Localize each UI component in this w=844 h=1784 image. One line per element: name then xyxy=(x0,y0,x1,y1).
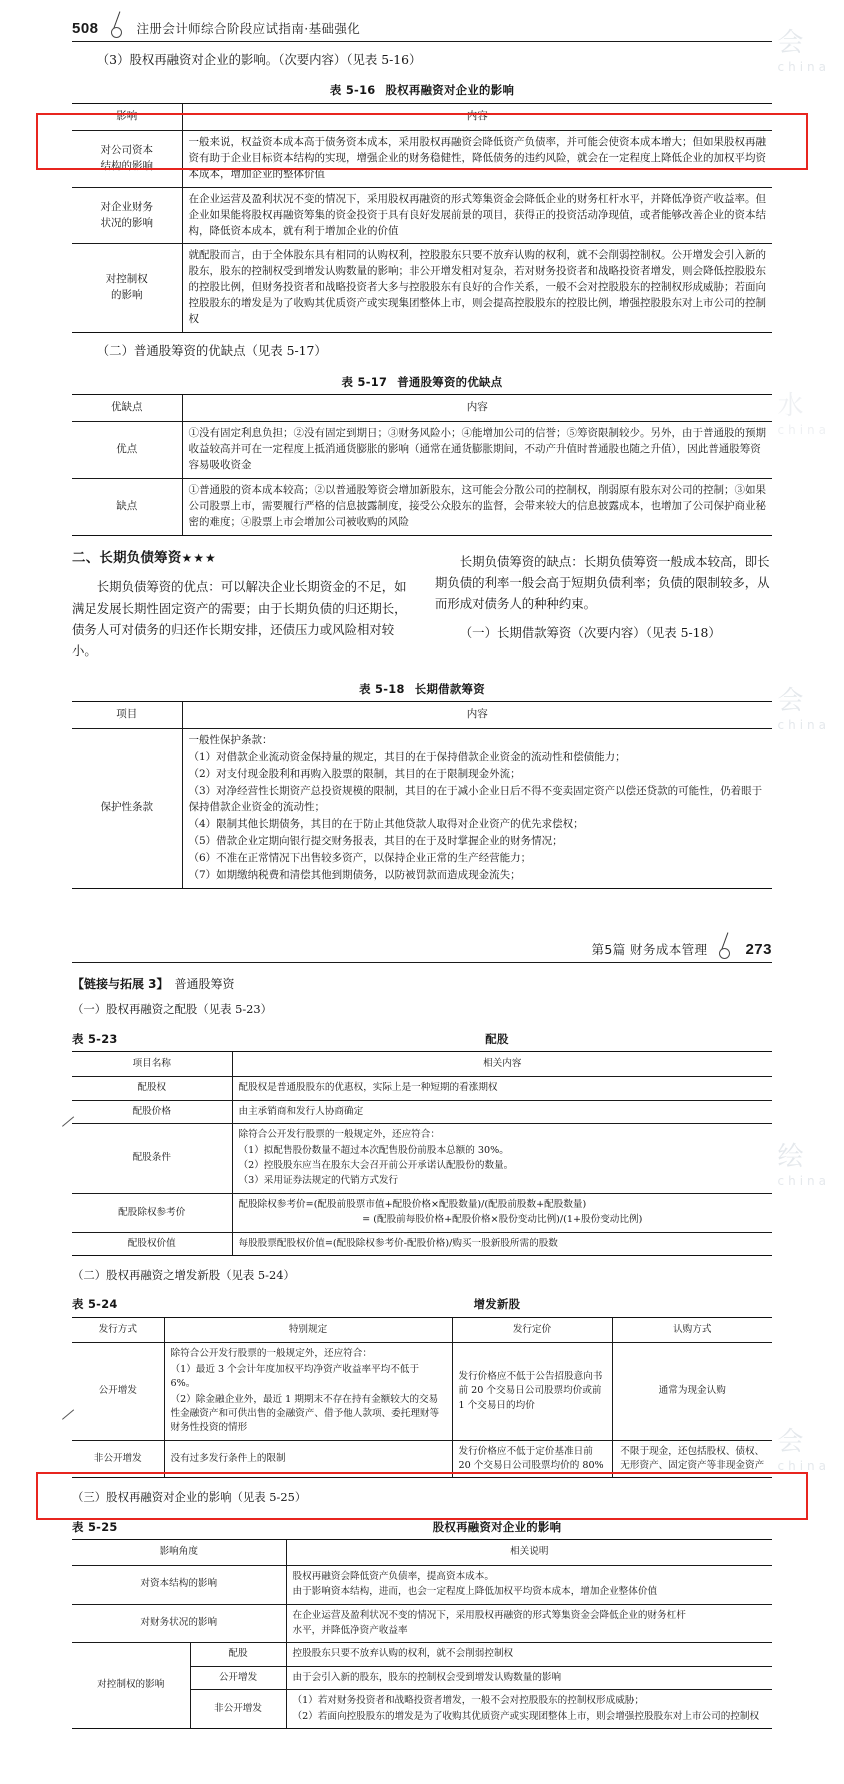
clause-line: 由主承销商和发行人协商确定 xyxy=(238,1105,364,1117)
watermark-glyph: 会 xyxy=(777,1426,806,1457)
table-5-24-title: 增发新股 xyxy=(473,1297,521,1312)
clause-line: （3）对净经营性长期资产总投资规模的限制，其目的在于减小企业日后不得不变卖固定资产以偿还贷款的可能性，仍着眼于保持借款企业资金的流动性； xyxy=(188,785,763,813)
table-5-17-row1-label: 缺点 xyxy=(72,478,182,535)
column-right xyxy=(435,544,772,669)
watermark-glyph: 会 xyxy=(777,686,806,716)
table-5-18-row0-label: 保护性条款 xyxy=(72,729,182,889)
subsection-1-heading: （一）股权再融资之配股（见表 5-23） xyxy=(72,1002,273,1017)
table-5-24-row1-subscription: 不限于现金，还包括股权、债权、无形资产、固定资产等非现金资产 xyxy=(612,1440,772,1478)
table-5-18-caption xyxy=(72,680,772,698)
table-5-17-number: 表 5-17 xyxy=(341,374,388,389)
table-5-18-header-content: 内容 xyxy=(182,702,772,729)
table-5-24-number: 表 5-24 xyxy=(72,1297,118,1312)
table-5-25-caption xyxy=(72,1518,772,1536)
table-row xyxy=(72,478,772,535)
table-5-23-header-row xyxy=(72,1052,772,1077)
watermark xyxy=(778,1421,831,1473)
table-5-23-row3-label: 配股除权参考价 xyxy=(72,1193,232,1232)
formula-line: = (配股前每股价格+配股价格×股份变动比例)/(1+股份变动比例) xyxy=(362,1214,643,1226)
watermark-text: china xyxy=(777,1173,830,1188)
table-row xyxy=(72,1193,772,1232)
table-5-23-row1-content xyxy=(232,1100,772,1123)
table-5-17 xyxy=(72,394,772,536)
table-row xyxy=(72,1077,772,1100)
clause-line: （7）如期缴纳税费和清偿其他到期债务，以防被罚款而造成现金流失； xyxy=(188,868,521,881)
long-term-debt-disadvantages: 长期负债筹资的缺点：长期负债筹资一般成本较高，即长期负债的利率一般会高于短期负债利率；负债的限制较多，从而形成对债务人的种种约束。 xyxy=(435,553,770,612)
table-5-23-row4-content xyxy=(232,1232,772,1255)
table-5-25-row2-sublabel-0: 配股 xyxy=(190,1643,286,1666)
running-head-title: 第5篇 财务成本管理 xyxy=(591,941,708,957)
table-5-23-header-item-name: 项目名称 xyxy=(72,1052,232,1077)
clause-line: （2）除金融企业外，最近 1 期期末不存在持有金额较大的交易性金融资产和可供出售的金融资产、借予他人款项、委托理财等财务性投资的情形 xyxy=(170,1393,440,1434)
running-head-title: 注册会计师综合阶段应试指南·基础强化 xyxy=(136,21,361,36)
clause-line: 配股权是普通股股东的优惠权，实际上是一种短期的看涨期权 xyxy=(238,1082,498,1094)
table-row xyxy=(72,1643,772,1666)
table-5-25-row2-label: 对控制权的影响 xyxy=(72,1643,190,1729)
table-5-17-row0-content: ①没有固定利息负担；②没有固定到期日；③财务风险小；④能增加公司的信誉；⑤筹资限制较少。另外，由于普通股的预期收益较高并可在一定程度上抵消通货膨胀的影响（通常在通货膨胀期间，不动产升值时普通股也随之升值），因此普通股筹资容易吸收资金 xyxy=(182,421,772,478)
table-5-25-row1-content xyxy=(286,1604,772,1643)
table-5-16-header-row xyxy=(72,103,772,130)
table-5-24-row1-pricing: 发行价格应不低于定价基准日前 20 个交易日公司股票均价的 80% xyxy=(452,1440,612,1478)
table-5-18-row0-content xyxy=(182,729,772,889)
table-5-16-title: 股权再融资对企业的影响 xyxy=(385,83,515,98)
link-title-text: 普通股筹资 xyxy=(174,976,235,991)
table-row xyxy=(72,1604,772,1643)
crop-mark-icon xyxy=(62,1126,78,1142)
clause-line: 在企业运营及盈利状况不变的情况下，采用股权再融资的形式筹集资金会降低企业的财务杠杆 xyxy=(292,1609,686,1621)
subsection-3-heading: （三）股权再融资对企业的影响（见表 5-25） xyxy=(72,1490,307,1505)
formula-line: 配股除权参考价=(配股前股票市值+配股价格×配股数量)/(配股前股数+配股数量) xyxy=(238,1198,587,1210)
table-5-25-header-row xyxy=(72,1540,772,1565)
watermark-glyph: 绘 xyxy=(777,1141,806,1172)
table-5-23-row1-label: 配股价格 xyxy=(72,1100,232,1123)
long-term-debt-advantages: 长期负债筹资的优点：可以解决企业长期资金的不足，如满足发展长期性固定资产的需要；由于长期负债的归还期长，债务人可对债务的归还作长期安排，还债压力或风险相对较小。 xyxy=(72,579,407,659)
table-5-25-row2-subcontent-0: 控股股东只要不放弃认购的权利，就不会削弱控制权 xyxy=(286,1643,772,1666)
decorative-slash-icon xyxy=(109,13,127,33)
table-5-24-header-pricing: 发行定价 xyxy=(452,1317,612,1342)
clause-line: （3）采用证券法规定的代销方式发行 xyxy=(238,1175,399,1187)
clause-line: （1）最近 3 个会计年度加权平均净资产收益率平均不低于 6%。 xyxy=(170,1363,420,1390)
crop-mark-icon xyxy=(62,1419,78,1435)
watermark xyxy=(778,680,831,732)
table-5-25-title: 股权再融资对企业的影响 xyxy=(432,1519,562,1534)
link-bracket-label: 【链接与拓展 3】 xyxy=(72,976,169,991)
table-5-17-header-row xyxy=(72,395,772,422)
table-5-25-row2-subcontent-1: 由于会引入新的股东，股东的控制权会受到增发认购数量的影响 xyxy=(286,1666,772,1689)
table-5-23-row3-content xyxy=(232,1193,772,1232)
decorative-slash-icon xyxy=(717,934,735,954)
table-5-25-number: 表 5-25 xyxy=(72,1519,118,1534)
table-5-25-row2-subcontent-2 xyxy=(286,1690,772,1729)
link-and-extension-heading xyxy=(72,975,772,994)
subsection-long-term-loan: （一）长期借款筹资（次要内容）（见表 5-18） xyxy=(459,624,721,640)
table-5-25-header-angle: 影响角度 xyxy=(72,1540,286,1565)
folio-number: 508 xyxy=(72,20,99,37)
table-5-24-header-issue-method: 发行方式 xyxy=(72,1317,164,1342)
table-5-17-title: 普通股筹资的优缺点 xyxy=(397,374,503,389)
table-5-23-header-related-content: 相关内容 xyxy=(232,1052,772,1077)
table-5-16-row2-content: 就配股而言，由于全体股东具有相同的认购权利，控股股东只要不放弃认购的权利，就不会削弱控制权。公开增发会引入新的股东，股东的控制权受到增发认购数量的影响；非公开增发相对复杂，若对财务投资者和战略投资者增发，则会降低控股股东的控股比例，但财务投资者和战略投资者大多与控股股东有良好的合作关系，一般不会对控股股东的控制权形成威胁；若面向控股股东的增发是为了收购其优质资产或实现集团整体上市，则会提高控股股东的控股比例，增强控股股东对上市公司的控制权 xyxy=(182,244,772,333)
page-273-body xyxy=(72,975,772,1729)
table-5-18-header-row xyxy=(72,702,772,729)
table-5-24-row1-label: 非公开增发 xyxy=(72,1440,164,1478)
section-heading-text: 二、长期负债筹资 xyxy=(72,550,182,566)
formula-line: 每股股票配股权价值=(配股除权参考价-配股价格)/购买一股新股所需的股数 xyxy=(238,1237,558,1249)
table-5-25-row0-label: 对资本结构的影响 xyxy=(72,1565,286,1604)
page-508-body xyxy=(72,49,772,889)
clause-line: 一般性保护条款： xyxy=(188,734,273,747)
table-5-23-row2-content xyxy=(232,1124,772,1194)
table-5-16-header-influence: 影响 xyxy=(72,103,182,130)
table-5-18 xyxy=(72,701,772,889)
two-column-section xyxy=(72,544,772,669)
clause-line: 股权再融资会降低资产负债率，提高资本成本。 xyxy=(292,1570,494,1582)
table-5-24-row0-special xyxy=(164,1343,452,1440)
clause-line: 由于影响资本结构，进而，也会一定程度上降低加权平均资本成本，增加企业整体价值 xyxy=(292,1586,658,1598)
table-5-17-header-content: 内容 xyxy=(182,395,772,422)
table-5-25-row0-content xyxy=(286,1565,772,1604)
table-5-23-row0-label: 配股权 xyxy=(72,1077,232,1100)
watermark xyxy=(778,22,831,74)
clause-line: （2）控股股东应当在股东大会召开前公开承诺认配股份的数量。 xyxy=(238,1160,514,1172)
clause-line: （4）限制其他长期债务，其目的在于防止其他贷款人取得对企业资产的优先求偿权； xyxy=(188,817,584,830)
table-5-16-caption xyxy=(72,81,772,99)
table-5-24-header-row xyxy=(72,1317,772,1342)
column-left xyxy=(72,544,409,669)
table-row xyxy=(72,130,772,187)
table-5-16-row0-label: 对公司资本 结构的影响 xyxy=(72,130,182,187)
clause-line: （2）若面向控股股东的增发是为了收购其优质资产或实现团整体上市，则会增强控股股东对上市公司的控制权 xyxy=(292,1710,760,1722)
page-separator xyxy=(0,907,844,921)
running-head-right xyxy=(72,921,772,963)
section-heading-long-term-debt xyxy=(72,548,409,570)
clause-line: 水平，并降低净资产收益率 xyxy=(292,1624,408,1636)
table-5-16 xyxy=(72,103,772,333)
table-5-18-header-item: 项目 xyxy=(72,702,182,729)
table-5-25-row2-sublabel-1: 公开增发 xyxy=(190,1666,286,1689)
table-5-23-row4-label: 配股权价值 xyxy=(72,1232,232,1255)
table-5-16-number: 表 5-16 xyxy=(329,83,376,98)
table-5-25-row2-sublabel-2: 非公开增发 xyxy=(190,1690,286,1729)
table-row xyxy=(72,421,772,478)
table-5-17-row0-label: 优点 xyxy=(72,421,182,478)
watermark-text: china xyxy=(777,718,830,732)
table-5-24-row0-subscription: 通常为现金认购 xyxy=(612,1343,772,1440)
watermark-text: china xyxy=(777,60,830,74)
table-5-23-caption xyxy=(72,1030,772,1048)
watermark xyxy=(778,1136,831,1188)
clause-line: （1）拟配售股份数量不超过本次配售股份前股本总额的 30%。 xyxy=(238,1144,509,1156)
clause-line: （1）对借款企业流动资金保持量的规定，其目的在于保持借款企业资金的流动性和偿债能力； xyxy=(188,751,626,764)
table-5-23-number: 表 5-23 xyxy=(72,1031,118,1046)
clause-line: （6）不准在正常情况下出售较多资产，以保持企业正常的生产经营能力； xyxy=(188,851,532,864)
subsection-2-heading: （二）股权再融资之增发新股（见表 5-24） xyxy=(72,1268,295,1282)
watermark-text: china xyxy=(777,423,830,437)
folio-number: 273 xyxy=(745,940,772,958)
watermark-glyph: 水 xyxy=(777,391,806,421)
table-5-17-row1-content: ①普通股的资本成本较高；②以普通股筹资会增加新股东，这可能会分散公司的控制权，削弱原有股东对公司的控制；③如果公司股票上市，需要履行严格的信息披露制度，接受公众股东的监督，会带来较大的信息披露成本，也增加了公司保护商业秘密的难度；④股票上市会增加公司被收购的风险 xyxy=(182,478,772,535)
clause-line: （5）借款企业定期向银行提交财务报表，其目的在于及时掌握企业的财务情况； xyxy=(188,834,563,847)
running-head-left xyxy=(72,0,772,42)
clause-line: 除符合公开发行股票的一般规定外，还应符合： xyxy=(238,1129,440,1141)
table-5-24-caption xyxy=(72,1295,772,1313)
table-row xyxy=(72,1565,772,1604)
table-row xyxy=(72,1440,772,1478)
table-5-25-row1-label: 对财务状况的影响 xyxy=(72,1604,286,1643)
table-row xyxy=(72,729,772,889)
table-5-25 xyxy=(72,1539,772,1729)
table-5-17-caption xyxy=(72,373,772,391)
table-5-24-header-special-rules: 特别规定 xyxy=(164,1317,452,1342)
clause-line: （1）若对财务投资者和战略投资者增发，一般不会对控股股东的控制权形成威胁； xyxy=(292,1695,644,1707)
page-273 xyxy=(0,921,844,1739)
table-5-24-row0-pricing: 发行价格应不低于公告招股意向书前 20 个交易日公司股票均价或前 1 个交易日的均价 xyxy=(452,1343,612,1440)
table-5-23-row2-label: 配股条件 xyxy=(72,1124,232,1194)
table-5-23 xyxy=(72,1051,772,1256)
table-5-24-header-subscription: 认购方式 xyxy=(612,1317,772,1342)
table-row xyxy=(72,244,772,333)
table-row xyxy=(72,1100,772,1123)
table-5-18-title: 长期借款筹资 xyxy=(414,681,485,696)
section-two-heading: （二）普通股筹资的优缺点（见表 5-17） xyxy=(96,343,327,359)
table-5-16-row1-content: 在企业运营及盈利状况不变的情况下，采用股权再融资的形式筹集资金会降低企业的财务杠杆水平，并降低净资产收益率。但企业如果能将股权再融资筹集的资金投资于具有良好发展前景的项目，获得正的投资活动净现值，或者能够改善企业的资本结构，降低资本成本，就有利于增加企业的价值 xyxy=(182,187,772,244)
table-row xyxy=(72,1124,772,1194)
clause-line: （2）对支付现金股利和再购入股票的限制，其目的在于限制现金外流； xyxy=(188,768,521,781)
table-5-18-number: 表 5-18 xyxy=(359,681,405,696)
table-5-24-row0-label: 公开增发 xyxy=(72,1343,164,1440)
watermark-text: china xyxy=(777,1458,830,1473)
table-row xyxy=(72,187,772,244)
table-row xyxy=(72,1343,772,1440)
table-5-24 xyxy=(72,1317,772,1479)
watermark-glyph: 会 xyxy=(777,28,806,58)
table-5-25-header-explanation: 相关说明 xyxy=(286,1540,772,1565)
table-5-24-row1-special: 没有过多发行条件上的限制 xyxy=(164,1440,452,1478)
table-5-16-header-content: 内容 xyxy=(182,103,772,130)
clause-line: 除符合公开发行股票的一般规定外，还应符合： xyxy=(170,1348,372,1360)
table-5-23-row0-content xyxy=(232,1077,772,1100)
table-row xyxy=(72,1232,772,1255)
watermark xyxy=(778,385,831,437)
table-5-16-row0-content: 一般来说，权益资本成本高于债务资本成本，采用股权再融资会降低资产负债率，并可能会使资本成本增大；但如果股权再融资有助于企业目标资本结构的实现，增强企业的财务稳健性，降低债务的违约风险，就会在一定程度上降低企业的加权平均资本成本，增加企业的整体价值 xyxy=(182,130,772,187)
table-5-16-row1-label: 对企业财务 状况的影响 xyxy=(72,187,182,244)
intro-paragraph: （3）股权再融资对企业的影响。（次要内容）（见表 5-16） xyxy=(96,52,422,67)
difficulty-stars: ★★★ xyxy=(181,550,217,565)
table-5-17-header-proscons: 优缺点 xyxy=(72,395,182,422)
table-5-16-row2-label: 对控制权 的影响 xyxy=(72,244,182,333)
table-5-23-title: 配股 xyxy=(485,1031,509,1046)
